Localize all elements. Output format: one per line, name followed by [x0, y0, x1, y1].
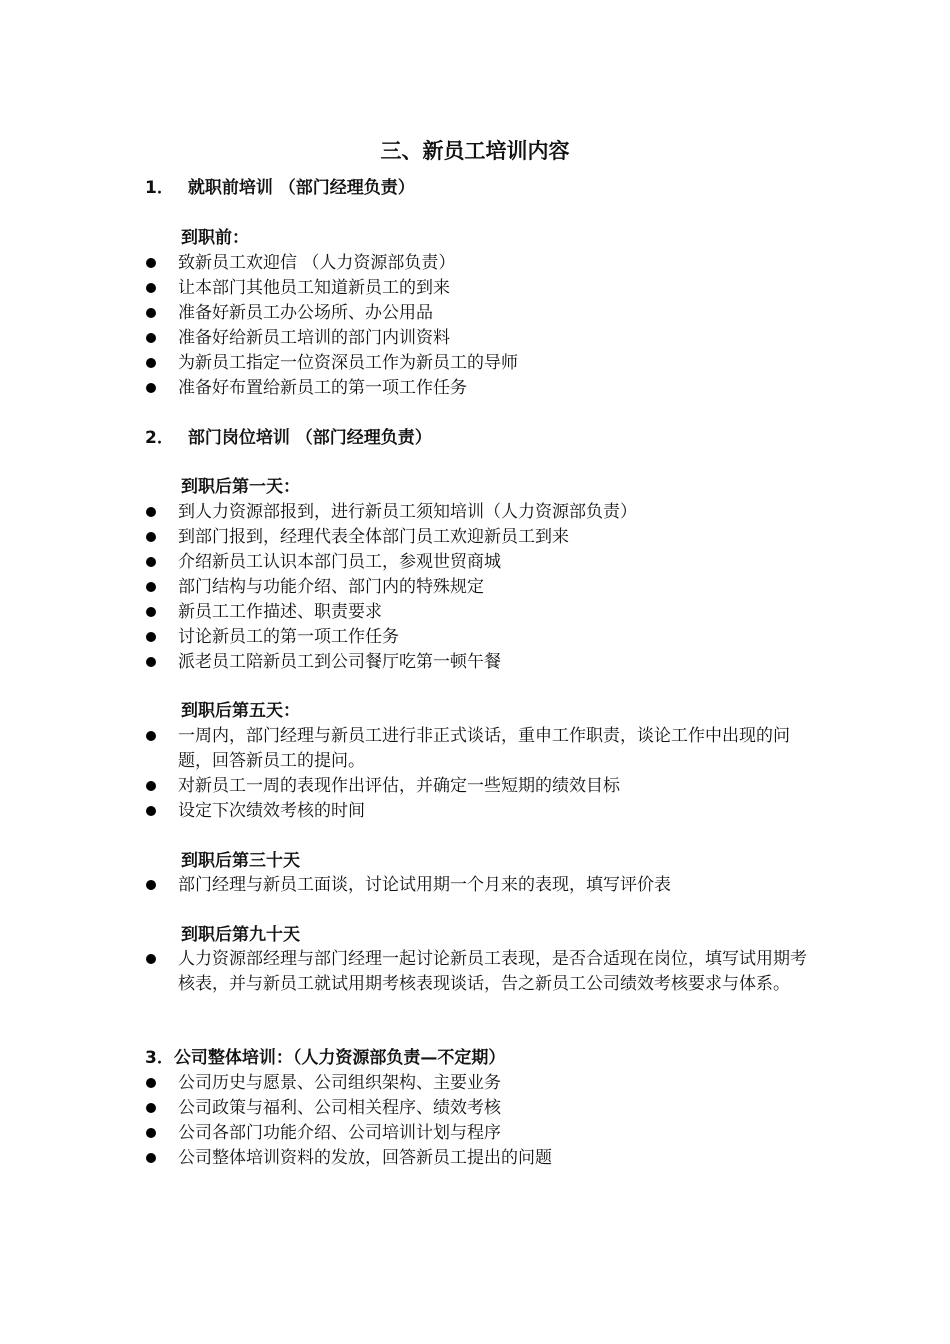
list-item: 准备好布置给新员工的第一项工作任务	[0, 376, 810, 401]
bullet-list	[0, 947, 810, 997]
bullet-list	[0, 500, 810, 675]
subsection-label: 到职后第九十天	[181, 925, 300, 945]
section-heading	[145, 1046, 505, 1071]
section-title: 就职前培训 （部门经理负责）	[187, 178, 415, 198]
list-item: 公司历史与愿景、公司组织架构、主要业务	[0, 1071, 810, 1096]
bullet-icon	[146, 333, 156, 343]
bullet-list	[0, 251, 810, 401]
list-item: 新员工工作描述、职责要求	[0, 600, 810, 625]
list-item: 人力资源部经理与部门经理一起讨论新员工表现，是否合适现在岗位，填写试用期考核表，并与新员工就试用期考核表现谈话，告之新员工公司绩效考核要求与体系。	[0, 947, 810, 997]
section-number: 2．	[145, 428, 174, 448]
subsection-label: 到职后第三十天	[181, 851, 300, 871]
bullet-icon	[146, 283, 156, 293]
list-item: 准备好给新员工培训的部门内训资料	[0, 326, 810, 351]
list-item: 对新员工一周的表现作出评估，并确定一些短期的绩效目标	[0, 774, 810, 799]
list-item: 到人力资源部报到，进行新员工须知培训（人力资源部负责）	[0, 500, 810, 525]
bullet-list	[0, 724, 810, 824]
section-heading	[145, 176, 415, 201]
list-item: 介绍新员工认识本部门员工，参观世贸商城	[0, 550, 810, 575]
bullet-icon	[146, 358, 156, 368]
subsection-label: 到职后第一天：	[181, 477, 300, 497]
bullet-icon	[146, 582, 156, 592]
bullet-icon	[146, 1078, 156, 1088]
section-number: 3．	[145, 1048, 174, 1068]
list-item: 公司整体培训资料的发放，回答新员工提出的问题	[0, 1146, 810, 1171]
section-number: 1．	[145, 178, 174, 198]
list-item: 致新员工欢迎信 （人力资源部负责）	[0, 251, 810, 276]
bullet-icon	[146, 880, 156, 890]
list-item: 到部门报到，经理代表全体部门员工欢迎新员工到来	[0, 525, 810, 550]
subsection-label: 到职前：	[181, 228, 249, 248]
section-heading	[145, 426, 432, 451]
bullet-icon	[146, 954, 156, 964]
bullet-icon	[146, 507, 156, 517]
bullet-icon	[146, 557, 156, 567]
bullet-icon	[146, 383, 156, 393]
subsection-label: 到职后第五天：	[181, 701, 300, 721]
bullet-list	[0, 873, 810, 898]
list-item: 讨论新员工的第一项工作任务	[0, 625, 810, 650]
bullet-icon	[146, 308, 156, 318]
list-item: 公司政策与福利、公司相关程序、绩效考核	[0, 1096, 810, 1121]
bullet-icon	[146, 607, 156, 617]
bullet-icon	[146, 1128, 156, 1138]
list-item: 部门结构与功能介绍、部门内的特殊规定	[0, 575, 810, 600]
bullet-icon	[146, 632, 156, 642]
bullet-list	[0, 1071, 810, 1171]
list-item: 公司各部门功能介绍、公司培训计划与程序	[0, 1121, 810, 1146]
list-item: 设定下次绩效考核的时间	[0, 799, 810, 824]
list-item: 派老员工陪新员工到公司餐厅吃第一顿午餐	[0, 650, 810, 675]
bullet-icon	[146, 1103, 156, 1113]
bullet-icon	[146, 806, 156, 816]
bullet-icon	[146, 532, 156, 542]
section-title: 公司整体培训：（人力资源部负责—不定期）	[173, 1048, 506, 1068]
list-item: 部门经理与新员工面谈，讨论试用期一个月来的表现，填写评价表	[0, 873, 810, 898]
list-item: 让本部门其他员工知道新员工的到来	[0, 276, 810, 301]
section-title: 部门岗位培训 （部门经理负责）	[187, 428, 432, 448]
page-title: 三、新员工培训内容	[380, 139, 570, 163]
bullet-icon	[146, 781, 156, 791]
list-item: 为新员工指定一位资深员工作为新员工的导师	[0, 351, 810, 376]
bullet-icon	[146, 1153, 156, 1163]
bullet-icon	[146, 657, 156, 667]
list-item: 一周内，部门经理与新员工进行非正式谈话，重申工作职责，谈论工作中出现的问题，回答新员工的提问。	[0, 724, 810, 774]
list-item: 准备好新员工办公场所、办公用品	[0, 301, 810, 326]
bullet-icon	[146, 731, 156, 741]
bullet-icon	[146, 258, 156, 268]
